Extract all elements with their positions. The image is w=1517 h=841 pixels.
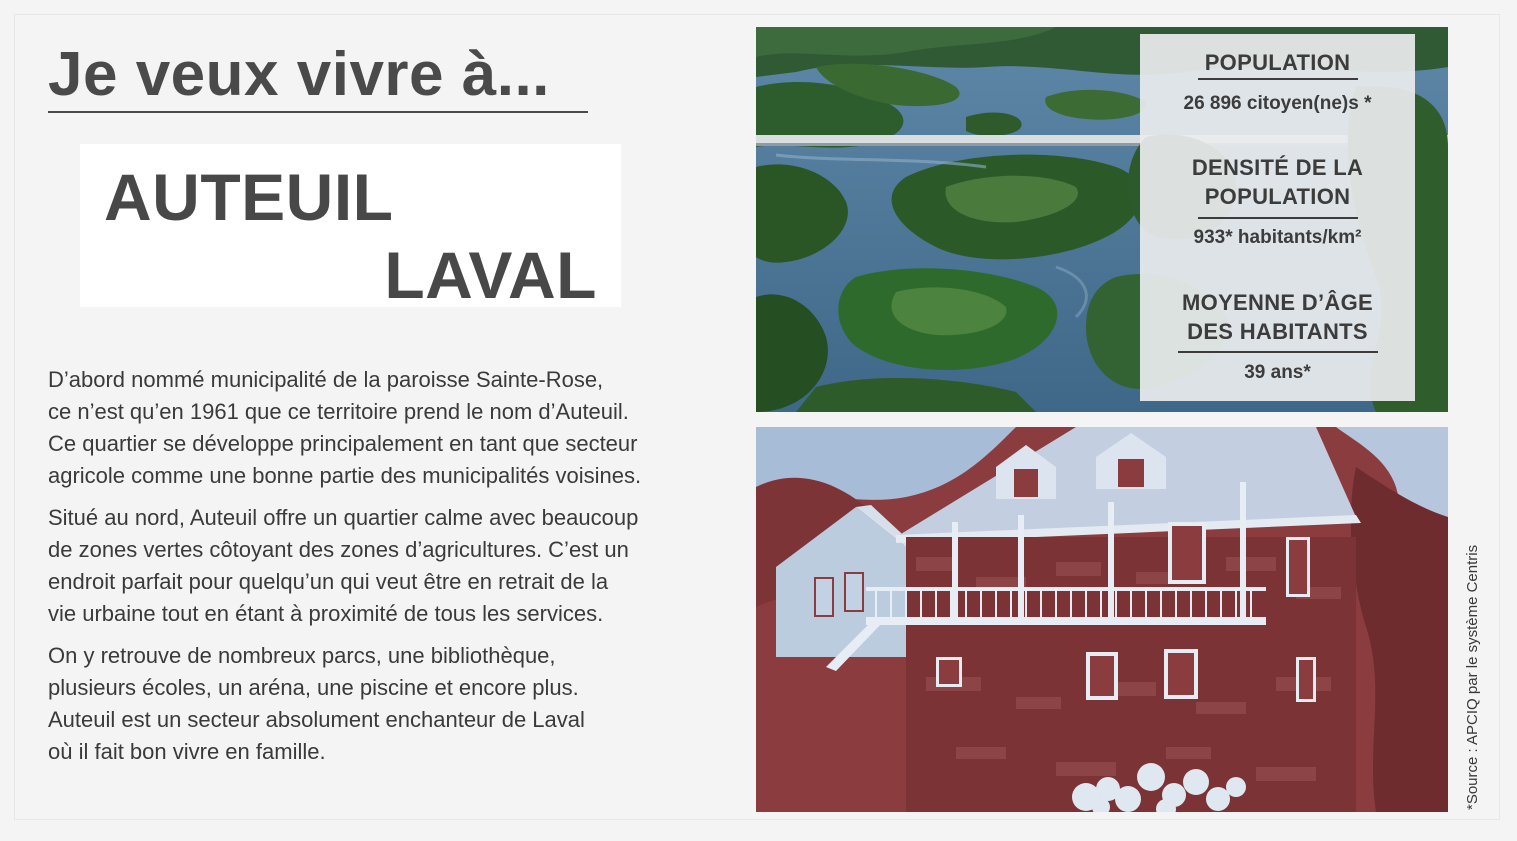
stats-panel <box>1140 34 1415 401</box>
description-paragraph: Situé au nord, Auteuil offre un quartier calme avec beaucoup de zones vertes côtoyant des zones d’agricultures. C’est un endroit parfait pour quelqu’un qui veut être en retrait de la vie urbaine tout en étant à proximité de tous les services. <box>48 505 639 626</box>
stat-title: DENSITÉ DE LA POPULATION <box>1191 155 1364 209</box>
neighborhood-name-box <box>80 144 621 312</box>
neighborhood-name: AUTEUIL <box>104 160 394 234</box>
city-name: LAVAL <box>384 238 597 312</box>
stat-divider <box>1178 351 1378 353</box>
page-title: Je veux vivre à... <box>48 40 550 109</box>
description-paragraph: D’abord nommé municipalité de la paroisse Sainte-Rose, ce n’est qu’en 1961 que ce territoire prend le nom d’Auteuil. Ce quartier se développe principalement en tant que secteur agricole comme une bonne partie des municipalités voisines. <box>48 367 642 488</box>
stat-value: 933* habitants/km² <box>1193 227 1362 248</box>
stat-value: 26 896 citoyen(ne)s * <box>1183 93 1372 114</box>
historic-house-photo <box>756 427 1448 812</box>
stat-value: 39 ans* <box>1244 362 1311 383</box>
stat-divider <box>1198 78 1358 80</box>
description <box>48 364 748 778</box>
source-note: *Source : APCIQ par le système Centris <box>1464 544 1481 810</box>
description-paragraph: On y retrouve de nombreux parcs, une bibliothèque, plusieurs écoles, un aréna, une piscine et encore plus. Auteuil est un secteur absolument enchanteur de Laval où il fait bon vivre en famille. <box>48 643 585 764</box>
stat-title: POPULATION <box>1204 50 1351 75</box>
stat-divider <box>1198 217 1358 219</box>
title-underline <box>48 111 588 113</box>
stat-title: MOYENNE D’ÂGE DES HABITANTS <box>1182 290 1373 344</box>
